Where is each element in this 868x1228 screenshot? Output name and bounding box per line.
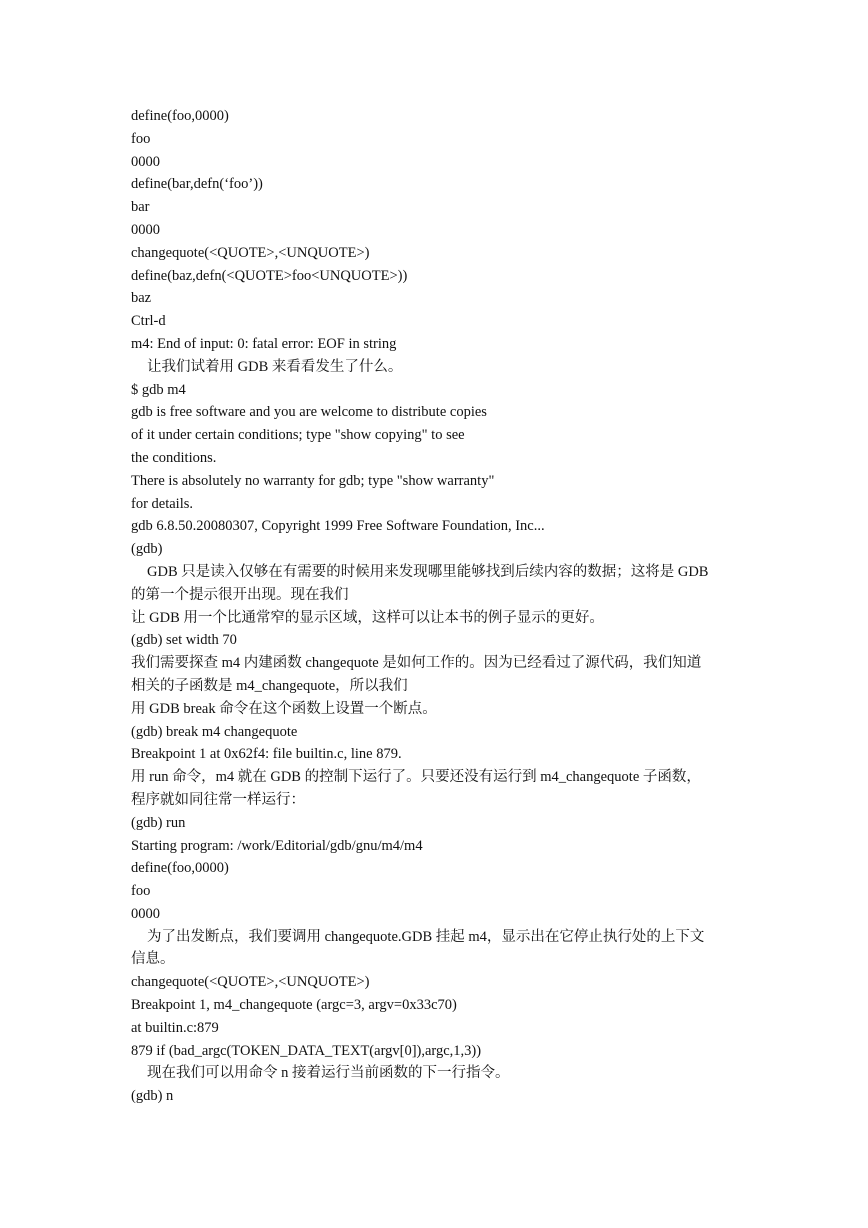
text-line: gdb 6.8.50.20080307, Copyright 1999 Free Software Foundation, Inc... <box>131 518 545 535</box>
text-line: 879 if (bad_argc(TOKEN_DATA_TEXT(argv[0]),argc,1,3)) <box>131 1042 482 1059</box>
text-line: foo <box>131 130 151 147</box>
text-line: (gdb) <box>131 541 163 558</box>
text-line: 为了出发断点，我们要调用 changequote.GDB 挂起 m4，显示出在它停止执行处的上下文 <box>147 928 705 945</box>
text-line: 的第一个提示很开出现。现在我们 <box>131 586 349 603</box>
text-line: of it under certain conditions; type "show copying" to see <box>131 427 465 444</box>
text-line: 现在我们可以用命令 n 接着运行当前函数的下一行指令。 <box>147 1065 510 1082</box>
text-line: for details. <box>131 495 194 512</box>
text-line: 程序就如同往常一样运行： <box>131 791 305 808</box>
text-line: the conditions. <box>131 449 217 466</box>
text-line: (gdb) n <box>131 1088 174 1105</box>
text-line: m4: End of input: 0: fatal error: EOF in string <box>131 335 397 352</box>
text-line: There is absolutely no warranty for gdb; type "show warranty" <box>131 472 495 489</box>
text-line: 相关的子函数是 m4_changequote，所以我们 <box>131 677 408 694</box>
text-line: Ctrl-d <box>131 313 166 330</box>
text-line: define(baz,defn(<QUOTE>foo<UNQUOTE>)) <box>131 267 408 284</box>
text-line: 信息。 <box>131 951 175 968</box>
text-line: changequote(<QUOTE>,<UNQUOTE>) <box>131 244 370 261</box>
text-line: define(bar,defn(‘foo’)) <box>131 176 263 193</box>
text-line: Starting program: /work/Editorial/gdb/gnu/m4/m4 <box>131 837 423 854</box>
text-line: gdb is free software and you are welcome to distribute copies <box>131 404 487 421</box>
text-line: 用 run 命令，m4 就在 GDB 的控制下运行了。只要还没有运行到 m4_changequote 子函数， <box>131 769 701 786</box>
document-body <box>131 105 741 1108</box>
text-line: Breakpoint 1 at 0x62f4: file builtin.c, line 879. <box>131 746 402 763</box>
text-line: (gdb) break m4 changequote <box>131 723 298 740</box>
text-line: define(foo,0000) <box>131 108 229 124</box>
text-line: 0000 <box>131 153 160 170</box>
text-line: (gdb) set width 70 <box>131 632 237 649</box>
text-line: (gdb) run <box>131 814 186 831</box>
text-line: foo <box>131 883 151 900</box>
text-line: $ gdb m4 <box>131 381 186 398</box>
text-line: 0000 <box>131 221 160 238</box>
text-line: Breakpoint 1, m4_changequote (argc=3, argv=0x33c70) <box>131 997 457 1014</box>
text-line: 用 GDB break 命令在这个函数上设置一个断点。 <box>131 700 437 717</box>
text-line: bar <box>131 199 150 216</box>
text-line: changequote(<QUOTE>,<UNQUOTE>) <box>131 974 370 991</box>
text-line: baz <box>131 290 152 307</box>
text-line: 我们需要探查 m4 内建函数 changequote 是如何工作的。因为已经看过了源代码，我们知道 <box>131 655 702 672</box>
text-line: 让 GDB 用一个比通常窄的显示区域，这样可以让本书的例子显示的更好。 <box>131 609 604 626</box>
text-line: 让我们试着用 GDB 来看看发生了什么。 <box>147 358 403 375</box>
text-line: at builtin.c:879 <box>131 1019 219 1036</box>
text-line: GDB 只是读入仅够在有需要的时候用来发现哪里能够找到后续内容的数据；这将是 GDB <box>147 563 709 580</box>
text-line: 0000 <box>131 905 160 922</box>
text-line: define(foo,0000) <box>131 860 229 877</box>
